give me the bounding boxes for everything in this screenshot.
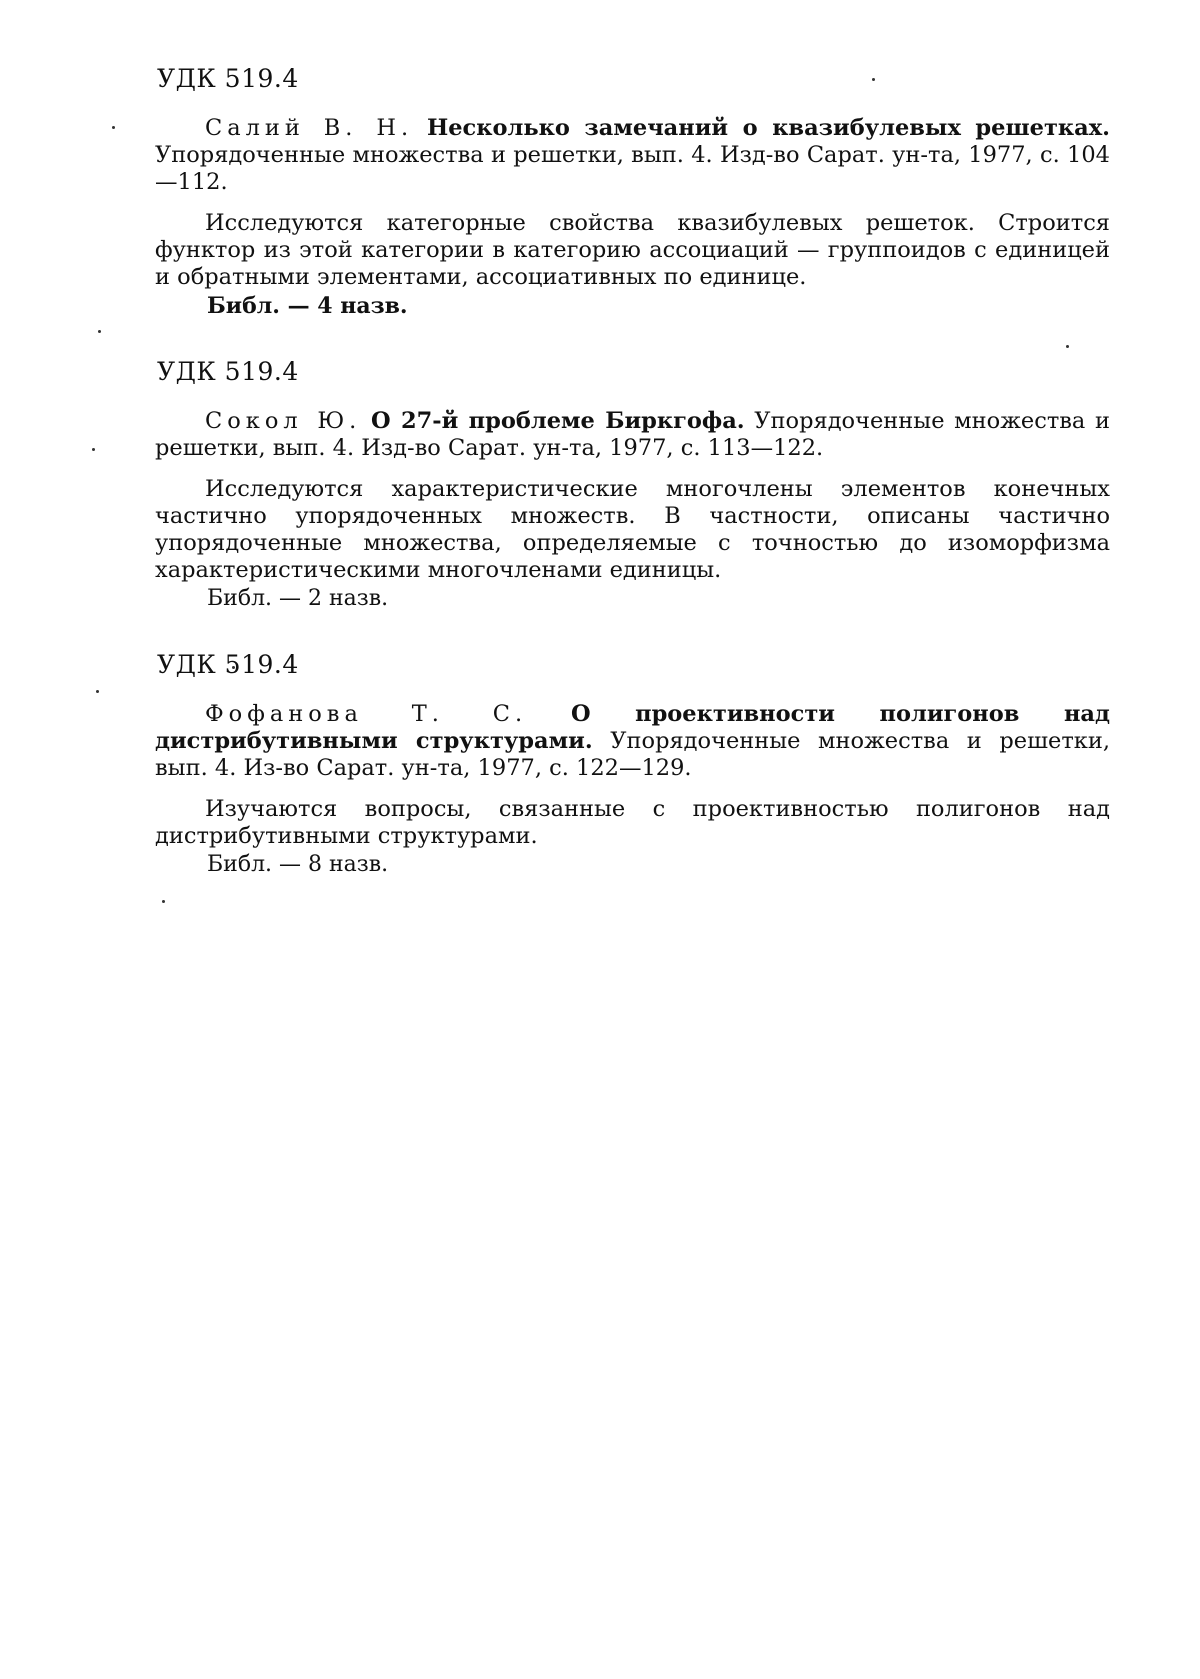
- scan-speck: [232, 666, 235, 669]
- abstract-entry-1: [155, 64, 1110, 319]
- author-name: Сокол Ю.: [205, 408, 361, 434]
- citation: [155, 701, 1110, 782]
- udk-code: УДК 519.4: [157, 650, 1110, 679]
- bibliography-count: Библ. — 4 назв.: [207, 293, 1110, 319]
- author-name: Салий В. Н.: [205, 115, 413, 141]
- scan-speck: [872, 78, 875, 81]
- scan-speck: [1066, 345, 1069, 348]
- article-title: Несколько замечаний о квазибулевых решетках.: [427, 115, 1110, 141]
- abstract-entry-2: [155, 357, 1110, 611]
- scan-speck: [112, 126, 115, 129]
- abstract-text: Исследуются характеристические многочлены элементов конечных частично упорядоченных множеств. В частности, описаны частично упорядоченные множества, определяемые с точностью до изоморфизма характеристическими многочленами единицы.: [155, 476, 1110, 584]
- bibliography-count: Библ. — 8 назв.: [207, 852, 1110, 877]
- abstract-entry-3: [155, 650, 1110, 877]
- udk-code: УДК 519.4: [157, 64, 1110, 93]
- bibliography-count: Библ. — 2 назв.: [207, 586, 1110, 611]
- abstract-text: Исследуются категорные свойства квазибулевых решеток. Строится функтор из этой категории в категорию ассоциаций — группоидов с единицей и обратными элементами, ассоциативных по единице.: [155, 210, 1110, 291]
- citation: [155, 408, 1110, 462]
- scan-speck: [96, 690, 99, 693]
- source-reference: Упорядоченные множества и решетки, вып. 4. Изд-во Сарат. ун-та, 1977, с. 104—112.: [155, 142, 1110, 195]
- article-title: О проективности полигонов над дистрибутивными структурами.: [155, 701, 1110, 754]
- abstract-text: Изучаются вопросы, связанные с проективностью полигонов над дистрибутивными структурами.: [155, 796, 1110, 850]
- author-name: Фофанова Т. С.: [205, 701, 527, 727]
- source-reference: Упорядоченные множества и решетки, вып. 4. Изд-во Сарат. ун-та, 1977, с. 113—122.: [155, 408, 1110, 461]
- article-title: О 27-й проблеме Биркгофа.: [371, 408, 745, 434]
- source-reference: Упорядоченные множества и решетки, вып. 4. Из-во Сарат. ун-та, 1977, с. 122—129.: [155, 728, 1110, 781]
- citation: [155, 115, 1110, 196]
- scan-speck: [92, 448, 95, 451]
- scan-speck: [98, 330, 101, 333]
- document-page: [0, 0, 1200, 1679]
- scan-speck: [162, 900, 165, 903]
- udk-code: УДК 519.4: [157, 357, 1110, 386]
